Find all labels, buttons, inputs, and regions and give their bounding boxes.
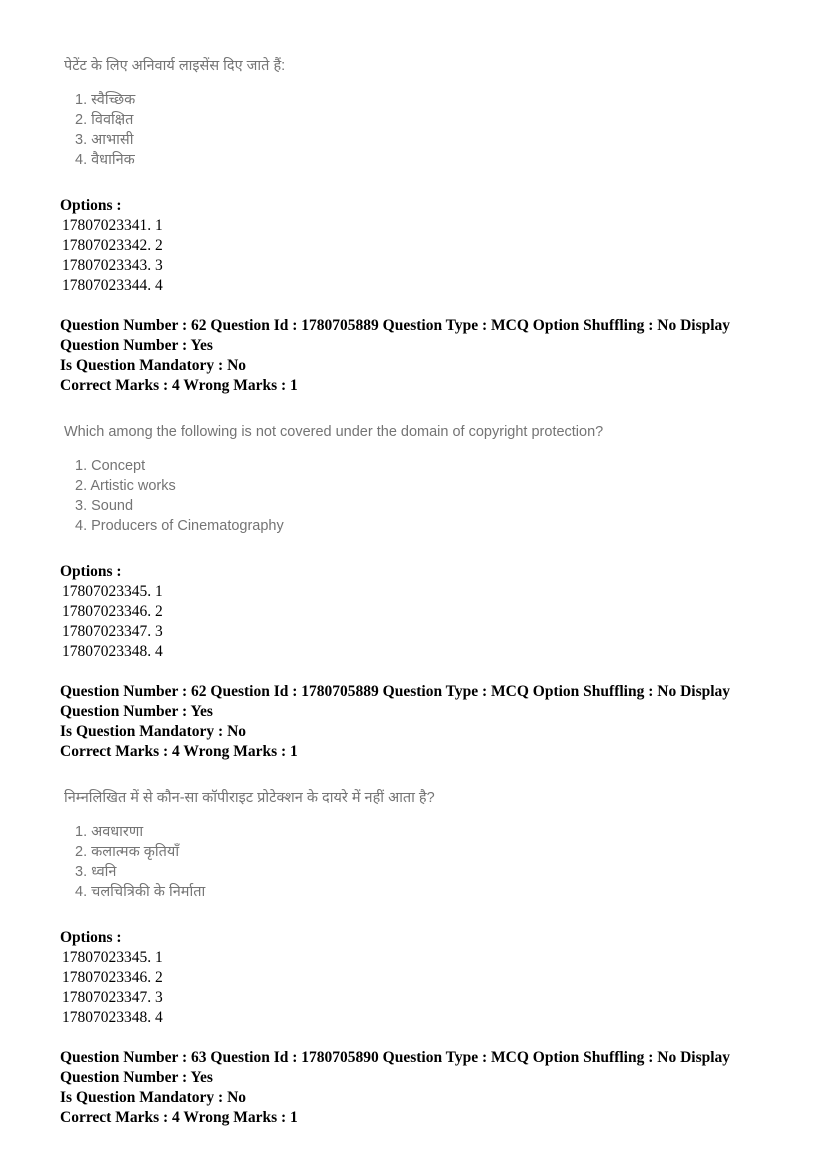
choice-list <box>75 90 776 170</box>
option-id: 17807023346. 2 <box>62 603 163 620</box>
meta-line: Correct Marks : 4 Wrong Marks : 1 <box>60 743 298 760</box>
option-id: 17807023343. 3 <box>62 257 163 274</box>
meta-line: Correct Marks : 4 Wrong Marks : 1 <box>60 1109 298 1126</box>
meta-line: Question Number : 62 Question Id : 1780705889 Question Type : MCQ Option Shuffling : No Display Question Number : Yes <box>60 683 731 720</box>
options-label: Options : <box>60 197 122 214</box>
question-text: पेटेंट के लिए अनिवार्य लाइसेंस दिए जाते हैं: <box>64 58 286 74</box>
choice-item: 3. Sound <box>75 498 134 514</box>
option-id: 17807023347. 3 <box>62 623 163 640</box>
question-block-2 <box>60 422 776 762</box>
option-id: 17807023344. 4 <box>62 277 163 294</box>
option-id-list <box>62 582 776 662</box>
option-id-list <box>62 216 776 296</box>
choice-item: 3. आभासी <box>75 132 134 148</box>
choice-item: 2. Artistic works <box>75 478 176 494</box>
meta-line: Is Question Mandatory : No <box>60 357 247 374</box>
choice-item: 3. ध्वनि <box>75 864 117 880</box>
option-id: 17807023347. 3 <box>62 989 163 1006</box>
question-metadata <box>60 682 776 762</box>
option-id: 17807023345. 1 <box>62 583 163 600</box>
option-id: 17807023348. 4 <box>62 1009 163 1026</box>
choice-item: 4. वैधानिक <box>75 152 135 168</box>
meta-line: Question Number : 63 Question Id : 1780705890 Question Type : MCQ Option Shuffling : No Display Question Number : Yes <box>60 1049 731 1086</box>
choice-item: 2. विवक्षित <box>75 112 134 128</box>
choice-item: 2. कलात्मक कृतियाँ <box>75 844 180 860</box>
meta-line: Is Question Mandatory : No <box>60 723 247 740</box>
option-id: 17807023342. 2 <box>62 237 163 254</box>
choice-item: 1. स्वैच्छिक <box>75 92 136 108</box>
choice-item: 1. अवधारणा <box>75 824 144 840</box>
choice-item: 4. चलचित्रिकी के निर्माता <box>75 884 206 900</box>
choice-list <box>75 456 776 536</box>
option-id-list <box>62 948 776 1028</box>
question-block-1 <box>60 56 776 396</box>
choice-item: 1. Concept <box>75 458 146 474</box>
option-id: 17807023345. 1 <box>62 949 163 966</box>
question-metadata <box>60 316 776 396</box>
options-label: Options : <box>60 929 122 946</box>
meta-line: Question Number : 62 Question Id : 1780705889 Question Type : MCQ Option Shuffling : No Display Question Number : Yes <box>60 317 731 354</box>
meta-line: Correct Marks : 4 Wrong Marks : 1 <box>60 377 298 394</box>
question-metadata <box>60 1048 776 1128</box>
option-id: 17807023346. 2 <box>62 969 163 986</box>
question-block-3 <box>60 788 776 1128</box>
meta-line: Is Question Mandatory : No <box>60 1089 247 1106</box>
question-text: Which among the following is not covered under the domain of copyright protection? <box>64 424 604 440</box>
option-id: 17807023348. 4 <box>62 643 163 660</box>
choice-item: 4. Producers of Cinematography <box>75 518 284 534</box>
option-id: 17807023341. 1 <box>62 217 163 234</box>
question-text: निम्नलिखित में से कौन-सा कॉपीराइट प्रोटेक्शन के दायरे में नहीं आता है? <box>64 790 435 806</box>
choice-list <box>75 822 776 902</box>
options-label: Options : <box>60 563 122 580</box>
